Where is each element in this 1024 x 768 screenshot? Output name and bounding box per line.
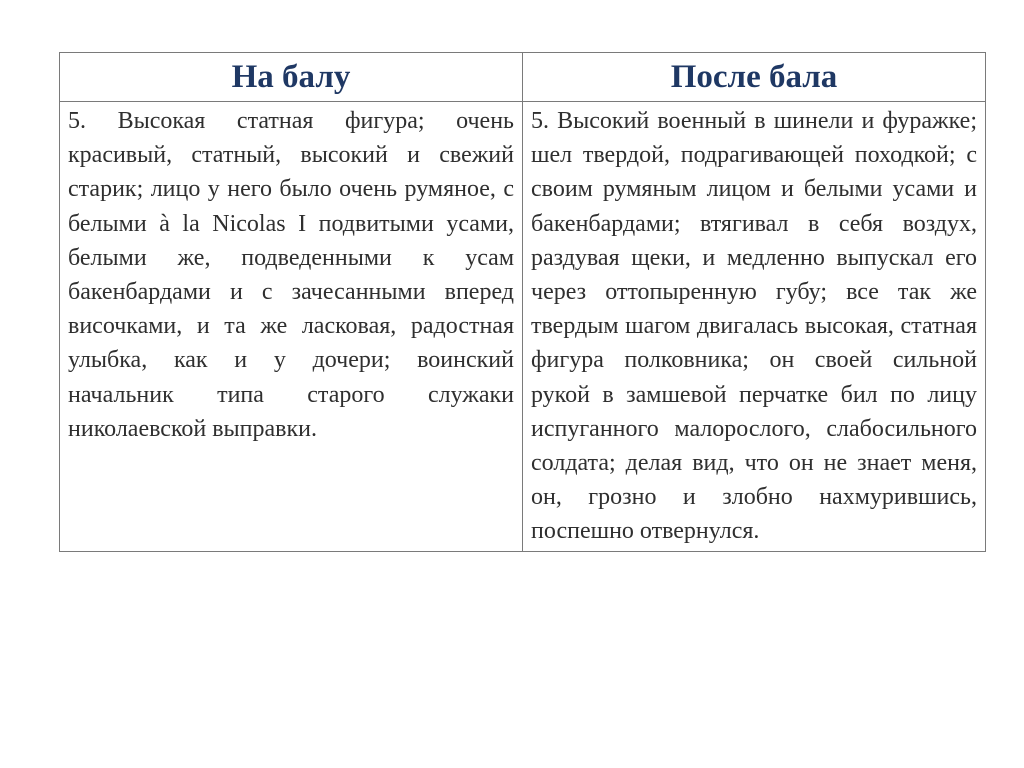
header-at-the-ball: На балу xyxy=(60,53,523,102)
table-row xyxy=(60,102,986,552)
cell-at-the-ball-description xyxy=(60,102,523,552)
cell-text: 5. Высокая статная фигура; очень красивый, статный, высокий и свежий старик; лицо у него было очень румяное, с белыми à la Nicolas I подвитыми усами, белыми же, подведенными к усам бакенбардами и с зачесанными вперед височками, и та же ласковая, радостная улыбка, как и у дочери; воинский начальник типа старого служаки николаевской выправки. xyxy=(68,108,514,442)
table-header-row xyxy=(60,53,986,102)
comparison-table-wrapper xyxy=(59,52,985,552)
comparison-table xyxy=(59,52,986,552)
header-after-the-ball: После бала xyxy=(523,53,986,102)
cell-text: 5. Высокий военный в шинели и фуражке; шел твердой, подрагивающей походкой; с своим румяным лицом и белыми усами и бакенбардами; втягивал в себя воздух, раздувая щеки, и медленно выпускал его через оттопыренную губу; все так же твердым шагом двигалась высокая, статная фигура полковника; он своей сильной рукой в замшевой перчатке бил по лицу испуганного малорослого, слабосильного солдата; делая вид, что он не знает меня, он, грозно и злобно нахмурившись, поспешно отвернулся. xyxy=(531,108,977,545)
cell-after-the-ball-description xyxy=(523,102,986,552)
